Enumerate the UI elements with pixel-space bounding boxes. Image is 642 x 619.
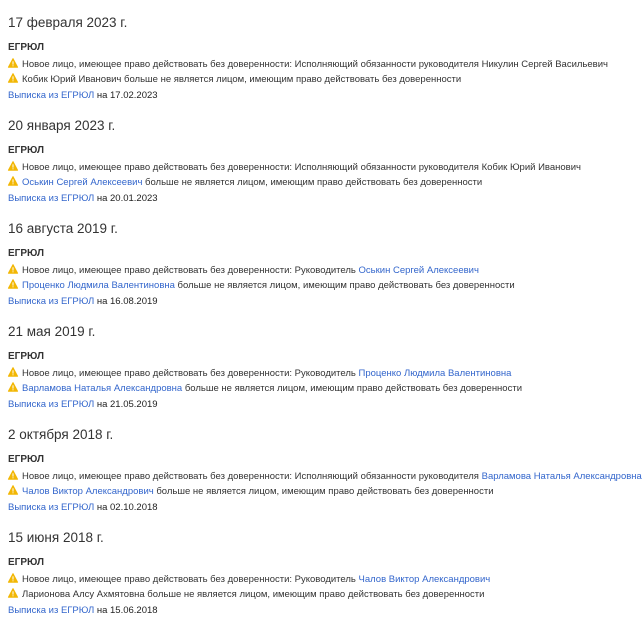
event-source: ЕГРЮЛ [8, 351, 44, 362]
change-text: Новое лицо, имеющее право действовать без доверенности: Руководитель [22, 368, 359, 379]
person-link[interactable]: Оськин Сергей Алексеевич [22, 177, 143, 188]
change-text: Ларионова Алсу Ахмятовна больше не является лицом, имеющим право действовать без доверенности [22, 589, 485, 600]
event-source: ЕГРЮЛ [8, 145, 44, 156]
change-item [8, 72, 580, 87]
event-changes [8, 469, 642, 499]
change-text: Новое лицо, имеющее право действовать без доверенности: Руководитель [22, 574, 359, 585]
change-item [8, 469, 642, 484]
extract-line [8, 500, 580, 516]
history-event [8, 527, 580, 619]
extract-date: на 02.10.2018 [94, 502, 158, 513]
person-link[interactable]: Чалов Виктор Александрович [358, 574, 491, 585]
change-item [8, 587, 580, 602]
extract-date: на 17.02.2023 [94, 90, 158, 101]
extract-line [8, 397, 580, 413]
warning-icon [8, 470, 18, 480]
extract-date: на 21.05.2019 [94, 399, 158, 410]
event-changes [8, 263, 580, 293]
event-source: ЕГРЮЛ [8, 248, 44, 259]
event-changes [8, 572, 580, 602]
change-item [8, 366, 580, 381]
person-link[interactable]: Оськин Сергей Алексеевич [358, 265, 479, 276]
event-date: 15 июня 2018 г. [8, 530, 104, 545]
person-link[interactable]: Варламова Наталья Александровна [22, 383, 183, 394]
event-date: 16 августа 2019 г. [8, 221, 118, 236]
history-event [8, 321, 580, 413]
change-text: больше не является лицом, имеющим право действовать без доверенности [182, 383, 522, 394]
change-text: Новое лицо, имеющее право действовать без доверенности: Исполняющий обязанности руководителя [22, 471, 482, 482]
change-text: Кобик Юрий Иванович больше не является лицом, имеющим право действовать без доверенности [22, 74, 462, 85]
warning-icon [8, 367, 18, 377]
warning-icon [8, 73, 18, 83]
change-item [8, 175, 580, 190]
event-date: 20 января 2023 г. [8, 118, 116, 133]
change-text: больше не является лицом, имеющим право действовать без доверенности [174, 280, 515, 291]
person-link[interactable]: Варламова Наталья Александровна [481, 471, 642, 482]
history-event [8, 12, 608, 104]
event-changes [8, 57, 608, 87]
extract-link[interactable]: Выписка из ЕГРЮЛ [8, 502, 95, 513]
extract-link[interactable]: Выписка из ЕГРЮЛ [8, 296, 95, 307]
event-date: 17 февраля 2023 г. [8, 15, 128, 30]
event-source: ЕГРЮЛ [8, 42, 44, 53]
change-item [8, 484, 580, 499]
change-item [8, 278, 580, 293]
person-link[interactable]: Чалов Виктор Александрович [22, 486, 154, 497]
change-text: Новое лицо, имеющее право действовать без доверенности: Исполняющий обязанности руководителя Кобик Юрий Иванович [22, 162, 581, 173]
event-changes [8, 160, 580, 190]
event-source: ЕГРЮЛ [8, 557, 44, 568]
extract-link[interactable]: Выписка из ЕГРЮЛ [8, 399, 95, 410]
warning-icon [8, 264, 18, 274]
change-text: больше не является лицом, имеющим право действовать без доверенности [153, 486, 494, 497]
extract-date: на 16.08.2019 [94, 296, 158, 307]
warning-icon [8, 176, 18, 186]
history-event [8, 424, 642, 516]
extract-line [8, 88, 580, 104]
event-date: 21 мая 2019 г. [8, 324, 96, 339]
change-text: больше не является лицом, имеющим право действовать без доверенности [142, 177, 483, 188]
warning-icon [8, 382, 18, 392]
extract-date: на 15.06.2018 [94, 605, 158, 616]
warning-icon [8, 161, 18, 171]
change-item [8, 57, 608, 72]
change-item [8, 263, 580, 278]
warning-icon [8, 588, 18, 598]
extract-line [8, 294, 580, 310]
event-changes [8, 366, 580, 396]
event-source: ЕГРЮЛ [8, 454, 44, 465]
change-text: Новое лицо, имеющее право действовать без доверенности: Исполняющий обязанности руководителя Никулин Сергей Васильевич [22, 59, 608, 70]
warning-icon [8, 573, 18, 583]
extract-link[interactable]: Выписка из ЕГРЮЛ [8, 90, 95, 101]
extract-date: на 20.01.2023 [94, 193, 158, 204]
change-item [8, 572, 580, 587]
change-text: Новое лицо, имеющее право действовать без доверенности: Руководитель [22, 265, 359, 276]
extract-link[interactable]: Выписка из ЕГРЮЛ [8, 605, 95, 616]
warning-icon [8, 58, 18, 68]
person-link[interactable]: Проценко Людмила Валентиновна [358, 368, 512, 379]
change-item [8, 381, 580, 396]
extract-line [8, 191, 580, 207]
event-date: 2 октября 2018 г. [8, 427, 114, 442]
extract-link[interactable]: Выписка из ЕГРЮЛ [8, 193, 95, 204]
history-event [8, 218, 580, 310]
extract-line [8, 603, 580, 619]
warning-icon [8, 485, 18, 495]
history-event [8, 115, 580, 207]
person-link[interactable]: Проценко Людмила Валентиновна [22, 280, 175, 291]
warning-icon [8, 279, 18, 289]
change-item [8, 160, 580, 175]
